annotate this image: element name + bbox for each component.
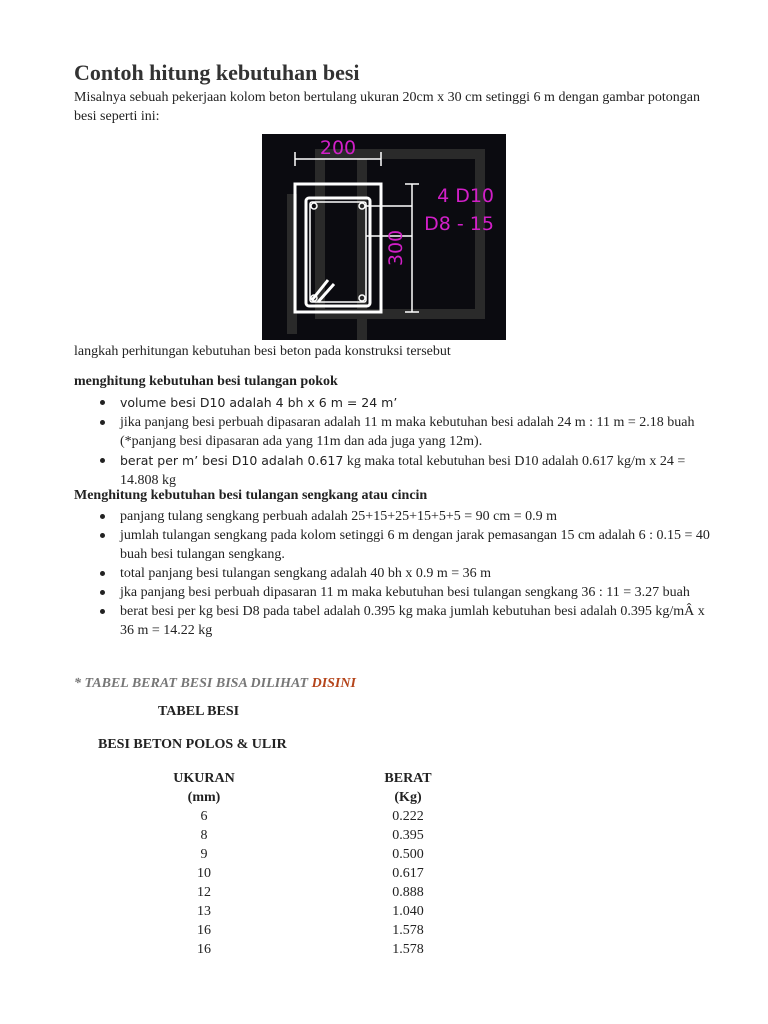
list-item: panjang tulang sengkang perbuah adalah 25+15+25+15+5+5 = 90 cm = 0.9 m (94, 507, 714, 526)
column-section-drawing (262, 134, 506, 340)
bullet-icon (100, 609, 105, 614)
bullet-icon (100, 590, 105, 595)
section2-list (94, 507, 714, 640)
table-cell: 1.578 (392, 942, 424, 957)
list-item: jika panjang besi perbuah dipasaran adalah 11 m maka kebutuhan besi adalah 24 m : 11 m = 2.18 buah (*panjang besi dipasaran ada yang 11m dan ada juga yang 12m). (94, 413, 714, 451)
column-section-figure (262, 134, 506, 340)
bullet-icon (100, 458, 105, 463)
section1-list (94, 393, 714, 490)
dimension-width-label: 200 (319, 137, 357, 159)
table-cell: 0.500 (392, 847, 424, 862)
table-cell: 8 (200, 828, 208, 843)
weight-header: BERAT (384, 771, 432, 786)
bullet-icon (100, 533, 105, 538)
table-cell: 10 (197, 866, 211, 881)
size-header: UKURAN (173, 771, 235, 786)
list-item: berat per m’ besi D10 adalah 0.617 kg maka total kebutuhan besi D10 adalah 0.617 kg/m x 24 = 14.808 kg (94, 451, 714, 490)
list-item: total panjang besi tulangan sengkang adalah 40 bh x 0.9 m = 36 m (94, 564, 714, 583)
table-cell: 0.617 (392, 866, 424, 881)
list-item: volume besi D10 adalah 4 bh x 6 m = 24 m’ (94, 393, 714, 413)
stirrup-label: D8 - 15 (424, 213, 494, 235)
bullet-icon (100, 420, 105, 425)
table-cell: 0.395 (392, 828, 424, 843)
table-title: TABEL BESI (158, 704, 240, 719)
table-subtitle: BESI BETON POLOS & ULIR (98, 737, 287, 752)
table-cell: 13 (197, 904, 211, 919)
step-intro: langkah perhitungan kebutuhan besi beton pada konstruksi tersebut (74, 344, 451, 359)
weight-unit: (Kg) (394, 790, 422, 805)
table-cell: 6 (200, 809, 208, 824)
main-rebar-label: 4 D10 (437, 185, 494, 207)
table-cell: 1.578 (392, 923, 424, 938)
size-column (134, 769, 274, 959)
section1-heading: menghitung kebutuhan besi tulangan pokok (74, 374, 338, 389)
page-title: Contoh hitung kebutuhan besi (74, 60, 360, 85)
weight-column (338, 769, 478, 959)
intro-paragraph: Misalnya sebuah pekerjaan kolom beton bertulang ukuran 20cm x 30 cm setinggi 6 m dengan gambar potongan besi seperti ini: (74, 90, 700, 124)
table-cell: 0.888 (392, 885, 424, 900)
table-cell: 16 (197, 942, 211, 957)
bullet-icon (100, 571, 105, 576)
table-cell: 12 (197, 885, 211, 900)
disini-link[interactable]: DISINI (311, 676, 356, 691)
table-note: * TABEL BERAT BESI BISA DILIHAT DISINI (74, 676, 356, 691)
section2-heading: Menghitung kebutuhan besi tulangan sengkang atau cincin (74, 488, 428, 503)
table-cell: 9 (200, 847, 208, 862)
table-cell: 1.040 (392, 904, 424, 919)
list-item: jka panjang besi perbuah dipasaran 11 m maka kebutuhan besi tulangan sengkang 36 : 11 = 3.27 buah (94, 583, 714, 602)
table-cell: 16 (197, 923, 211, 938)
list-item: jumlah tulangan sengkang pada kolom setinggi 6 m dengan jarak pemasangan 15 cm adalah 6 : 0.15 = 40 buah besi tulangan sengkang. (94, 526, 714, 564)
size-unit: (mm) (187, 790, 221, 805)
list-item: berat besi per kg besi D8 pada tabel adalah 0.395 kg maka jumlah kebutuhan besi adalah 0.395 kg/mÂ x 36 m = 14.22 kg (94, 602, 714, 640)
table-cell: 0.222 (392, 809, 424, 824)
dimension-height-label: 300 (385, 229, 407, 267)
bullet-icon (100, 400, 105, 405)
bullet-icon (100, 514, 105, 519)
